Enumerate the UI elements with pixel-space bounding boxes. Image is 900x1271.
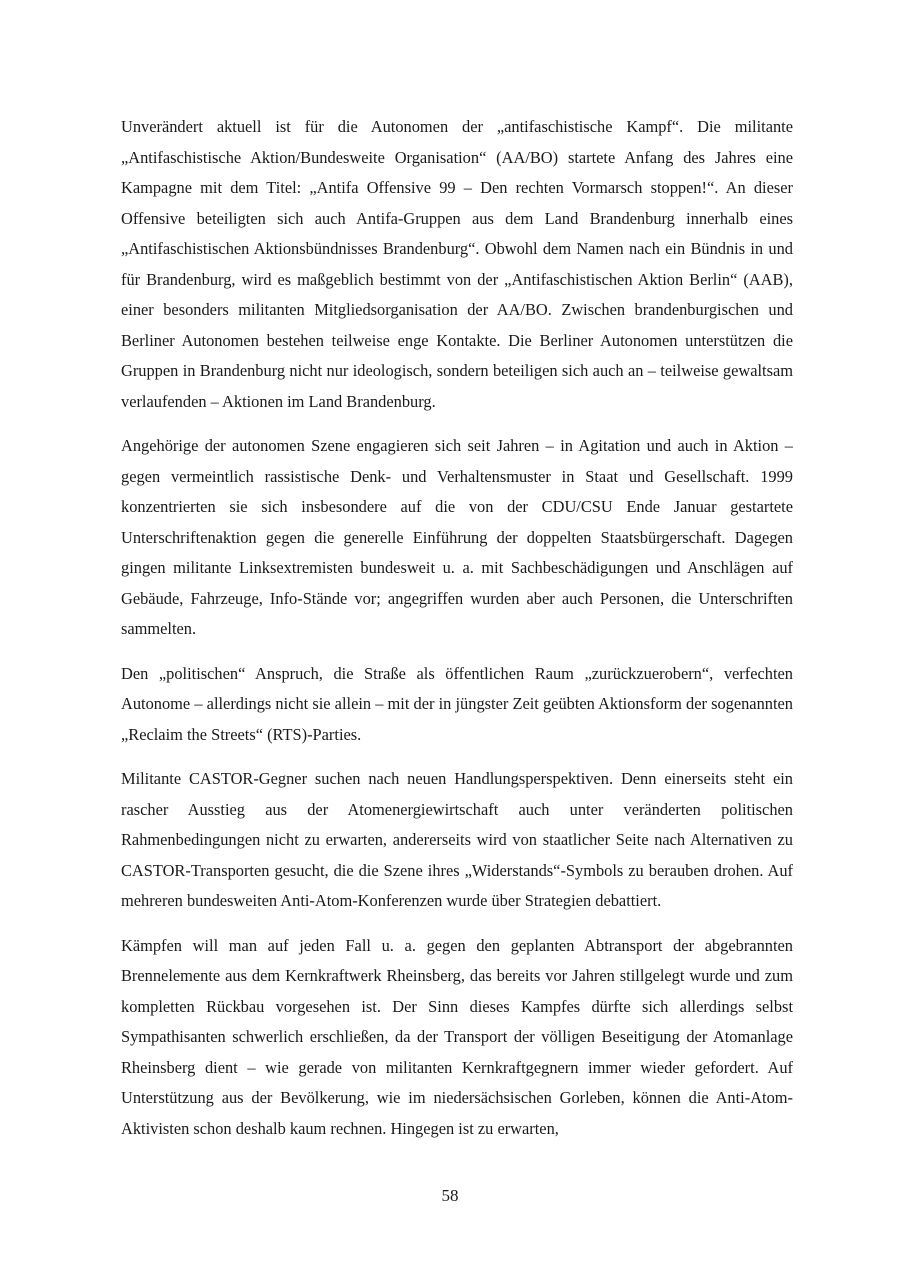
paragraph-4: Militante CASTOR-Gegner suchen nach neuen Handlungsperspektiven. Denn einerseits steht ein rascher Ausstieg aus der Atomenergiewirtschaft auch unter veränderten politischen Rahmenbedingungen nicht zu erwarten, andererseits wird von staatlicher Seite nach Alternativen zu CASTOR-Transporten gesucht, die die Szene ihres „Widerstands“-Symbols zu berauben drohen. Auf mehreren bundesweiten Anti-Atom-Konferenzen wurde über Strategien debattiert. (121, 769, 793, 910)
paragraph-5: Kämpfen will man auf jeden Fall u. a. gegen den geplanten Abtransport der abgebrannten Brennelemente aus dem Kernkraftwerk Rheinsberg, das bereits vor Jahren stillgelegt wurde und zum kompletten Rückbau vorgesehen ist. Der Sinn dieses Kampfes dürfte sich allerdings selbst Sympathisanten schwerlich erschließen, da der Transport der völligen Beseitigung der Atomanlage Rheinsberg dient – wie gerade von militanten Kernkraftgegnern immer wieder gefordert. Auf Unterstützung aus der Bevölkerung, wie im niedersächsischen Gorleben, können die Anti-Atom-Aktivisten schon deshalb kaum rechnen. Hingegen ist zu erwarten, (121, 935, 793, 1138)
paragraph-1: Unverändert aktuell ist für die Autonomen der „antifaschistische Kampf“. Die militante „Antifaschistische Aktion/Bundesweite Organisation“ (AA/BO) startete Anfang des Jahres eine Kampagne mit dem Titel: „Antifa Offensive 99 – Den rechten Vormarsch stoppen!“. An dieser Offensive beteiligten sich auch Antifa-Gruppen aus dem Land Brandenburg innerhalb eines „Antifaschistischen Aktionsbündnisses Brandenburg“. Obwohl dem Namen nach ein Bündnis in und für Brandenburg, wird es maßgeblich bestimmt von der „Antifaschistischen Aktion Berlin“ (AAB), einer besonders militanten Mitgliedsorganisation der AA/BO. Zwischen brandenburgischen und Berliner Autonomen bestehen teilweise enge Kontakte. Die Berliner Autonomen unterstützen die Gruppen in Brandenburg nicht nur ideologisch, sondern beteiligen sich auch an – teilweise gewaltsam verlaufenden – Aktionen im Land Brandenburg. (121, 117, 793, 411)
paragraph-2: Angehörige der autonomen Szene engagieren sich seit Jahren – in Agitation und auch in Aktion – gegen vermeintlich rassistische Denk- und Verhaltensmuster in Staat und Gesellschaft. 1999 konzentrierten sie sich insbesondere auf die von der CDU/CSU Ende Januar gestartete Unterschriftenaktion gegen die generelle Einführung der doppelten Staatsbürgerschaft. Dagegen gingen militante Linksextremisten bundesweit u. a. mit Sachbeschädigungen und Anschlägen auf Gebäude, Fahrzeuge, Info-Stände vor; angegriffen wurden aber auch Personen, die Unterschriften sammelten. (121, 436, 793, 638)
page-number: 58 (441, 1186, 459, 1205)
body-text (121, 112, 793, 1158)
paragraph-3: Den „politischen“ Anspruch, die Straße als öffentlichen Raum „zurückzuerobern“, verfechten Autonome – allerdings nicht sie allein – mit der in jüngster Zeit geübten Aktionsform der sogenannten „Reclaim the Streets“ (RTS)-Parties. (121, 663, 793, 744)
